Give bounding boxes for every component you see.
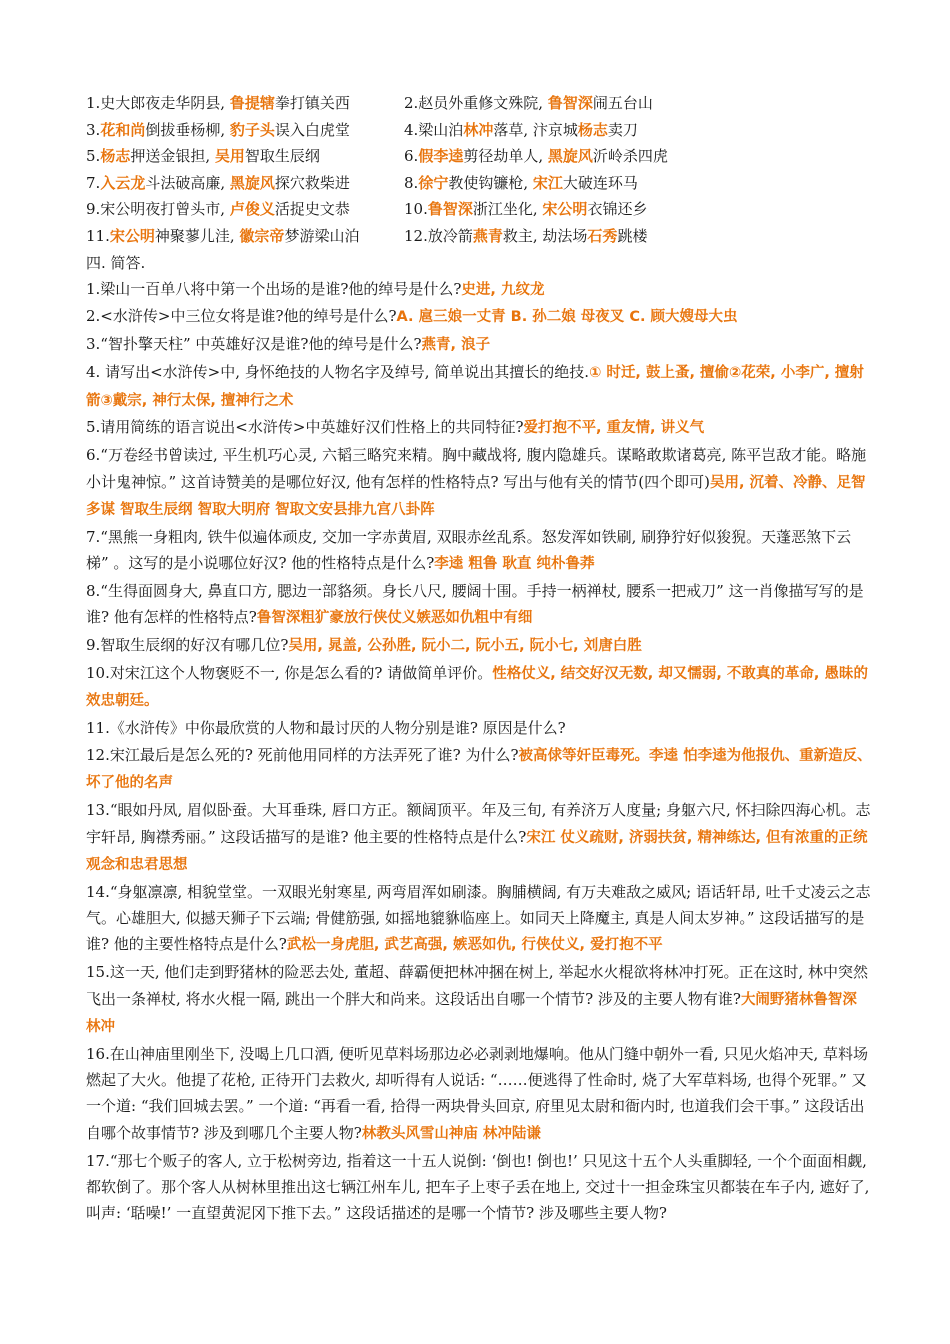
question-text: 14.“身躯凛凛, 相貌堂堂。一双眼光射寒星, 两弯眉浑如刷漆。胸脯横阔, 有万夫难敌之威风; 语话轩昂, 吐千丈凌云之志气。心雄胆大, 似撼天狮子下云端; 骨健筋强, 如摇地貔貅临座上。如同天上降魔主, 真是人间太岁神。” 这段话描写的是谁? 他的主要性格特点是什么? xyxy=(86,882,871,954)
answer-name: 杨志 xyxy=(577,120,608,139)
item-text: 误入白虎堂 xyxy=(274,120,350,139)
answer-name: 入云龙 xyxy=(100,173,146,192)
question-text: 7.“黑熊一身粗肉, 铁牛似遍体顽皮, 交加一字赤黄眉, 双眼赤丝乱系。怒发浑如铁刷, 刷狰狞好似狻猊。天蓬恶煞下云梯” 。这写的是小说哪位好汉? 他的性格特点是什么? xyxy=(86,527,852,573)
item-text: 5. xyxy=(86,147,101,166)
item-text: 教使钩镰枪, xyxy=(448,173,533,192)
item-text: 剪径劫单人, xyxy=(463,147,548,166)
item-text: 落草, 汴京城 xyxy=(493,120,578,139)
matching-item xyxy=(404,223,872,250)
answer-name: 黑旋风 xyxy=(229,173,275,192)
question-text: 4. 请写出<水浒传>中, 身怀绝技的人物名字及绰号, 简单说出其擅长的绝技. xyxy=(86,363,590,382)
question-text: 11.《水浒传》中你最欣赏的人物和最讨厌的人物分别是谁? 原因是什么? xyxy=(86,719,566,738)
question-text: 17.“那七个贩子的客人, 立于松树旁边, 指着这一十五人说倒: ‘倒也! 倒也!’ 只见这十五个人头重脚轻, 一个个面面相觑, 都软倒了。那个客人从树林里推出这七辆江州车儿, 把车子上枣子丢在地上, 交过十一担金珠宝贝都装在车子内, 遮好了, 叫声: ‘聒噪!’ 一直望黄泥冈下推下去。” 这段话描述的是哪一个情节? 涉及哪些主要人物? xyxy=(86,1151,870,1223)
answer-text: 林教头风雪山神庙 林冲陆谦 xyxy=(361,1125,541,1142)
item-text: 救主, 劫法场 xyxy=(502,226,588,245)
answer-name: 吴用 xyxy=(214,147,245,166)
matching-item xyxy=(86,117,404,144)
question-item xyxy=(86,797,872,878)
answer-name: 杨志 xyxy=(100,147,131,166)
matching-item xyxy=(404,90,872,117)
matching-item xyxy=(404,170,872,197)
item-text: 押送金银担, xyxy=(130,147,215,166)
question-text: 2.<水浒传>中三位女将是谁?他的绰号是什么? xyxy=(86,307,397,326)
item-text: 智取生辰纲 xyxy=(244,147,320,166)
item-text: 闹五台山 xyxy=(592,94,653,112)
item-text: 斗法破高廉, xyxy=(145,173,230,192)
question-list xyxy=(86,276,872,1227)
item-text: 6. xyxy=(404,147,419,166)
item-text: 7. xyxy=(86,173,101,192)
answer-name: 假李逵 xyxy=(418,147,464,166)
matching-item xyxy=(404,196,872,223)
item-text: 衣锦还乡 xyxy=(587,200,648,219)
matching-row xyxy=(86,223,872,250)
matching-item xyxy=(86,223,404,250)
item-text: 神聚蓼儿洼, xyxy=(154,226,240,245)
answer-text: 性格仗义, 结交好汉无数, 却又懦弱, 不敢真的革命, 愚昧的效忠朝廷。 xyxy=(86,666,868,710)
matching-item xyxy=(86,196,404,223)
question-item xyxy=(86,524,872,578)
matching-row xyxy=(86,117,872,144)
answer-name: 卢俊义 xyxy=(229,200,275,219)
answer-name: 宋江 xyxy=(532,173,563,192)
item-text: 11. xyxy=(86,226,110,245)
matching-row xyxy=(86,196,872,223)
question-item xyxy=(86,715,872,741)
answer-text: 燕青, 浪子 xyxy=(421,337,491,354)
item-text: 跳楼 xyxy=(617,226,648,245)
item-text: 沂岭杀四虎 xyxy=(592,147,668,166)
matching-list xyxy=(86,90,872,250)
question-text: 5.请用简练的语言说出<水浒传>中英雄好汉们性格上的共同特征? xyxy=(86,418,524,437)
matching-row xyxy=(86,170,872,197)
question-item xyxy=(86,660,872,715)
answer-text: 吴用, 晁盖, 公孙胜, 阮小二, 阮小五, 阮小七, 刘唐白胜 xyxy=(288,638,642,655)
answer-name: 林冲 xyxy=(463,120,494,139)
question-text: 3.“智扑擎天柱” 中英雄好汉是谁?他的绰号是什么? xyxy=(86,335,422,354)
matching-item xyxy=(404,143,872,170)
item-text: 浙江坐化, xyxy=(472,200,543,219)
item-text: 大破连环马 xyxy=(562,173,638,192)
matching-item xyxy=(404,117,872,144)
answer-name: 石秀 xyxy=(587,226,618,245)
item-text: 倒拔垂杨柳, xyxy=(145,120,230,139)
item-text: 4.梁山泊 xyxy=(404,120,464,139)
question-item xyxy=(86,303,872,330)
question-text: 10.对宋江这个人物褒贬不一, 你是怎么看的? 请做简单评价。 xyxy=(86,664,493,683)
item-text: 12.放冷箭 xyxy=(404,226,473,245)
answer-name: 宋公明 xyxy=(109,226,155,245)
question-text: 16.在山神庙里刚坐下, 没喝上几口酒, 便听见草料场那边必必剥剥地爆响。他从门缝中朝外一看, 只见火焰冲天, 草料场燃起了大火。他提了花枪, 正待开门去救火, 却听得有人说话: “……便逃得了性命时, 烧了大军草料场, 也得个死罪。” 又一个道: “我们回城去罢。” 一个道: “再看一看, 拾得一两块骨头回京, 府里见太尉和衙内时, 也道我们会干事。” 这段话出自哪个故事情节? 涉及到哪几个主要人物? xyxy=(86,1044,869,1142)
item-text: 2.赵员外重修文殊院, xyxy=(404,94,548,112)
item-text: 10. xyxy=(404,200,428,219)
question-text: 13.“眼如丹凤, 眉似卧蚕。大耳垂珠, 唇口方正。额阔顶平。年及三旬, 有养济万人度量; 身躯六尺, 怀扫除四海心机。志宇轩昂, 胸襟秀丽。” 这段话描写的是谁? 他主要的性格特点是什么? xyxy=(86,801,871,846)
document-page xyxy=(86,90,872,1227)
answer-text: 宋江 仗义疏财, 济弱扶贫, 精神练达, 但有浓重的正统观念和忠君思想 xyxy=(86,829,868,873)
matching-item xyxy=(86,90,404,117)
answer-name: 鲁智深 xyxy=(427,200,473,219)
matching-item xyxy=(86,143,404,170)
answer-name: 燕青 xyxy=(472,226,503,245)
answer-name: 徐宁 xyxy=(418,173,449,192)
matching-row xyxy=(86,143,872,170)
item-text: 拳打镇关西 xyxy=(274,94,350,112)
answer-text: ① 时迁, 鼓上蚤, 擅偷②花荣, 小李广, 擅射箭③戴宗, 神行太保, 擅神行之术 xyxy=(86,365,864,409)
question-item xyxy=(86,359,872,414)
answer-text: 史进, 九纹龙 xyxy=(461,281,545,298)
question-item xyxy=(86,331,872,358)
question-text: 15.这一天, 他们走到野猪林的险恶去处, 董超、薛霸便把林冲捆在树上, 举起水火棍欲将林冲打死。正在这时, 林中突然飞出一条禅杖, 将水火棍一隔, 跳出一个胖大和尚来。这段话出自哪一个情节? 涉及的主要人物有谁? xyxy=(86,963,869,1008)
answer-text: 鲁智深粗犷豪放行侠仗义嫉恶如仇粗中有细 xyxy=(256,610,533,627)
item-text: 活捉史文恭 xyxy=(274,200,350,219)
item-text: 3. xyxy=(86,120,101,139)
item-text: 8. xyxy=(404,173,419,192)
question-item xyxy=(86,442,872,523)
answer-name: 徽宗帝 xyxy=(239,226,285,245)
answer-text: 武松一身虎胆, 武艺高强, 嫉恶如仇, 行侠仗义, 爱打抱不平 xyxy=(286,937,663,954)
matching-item xyxy=(86,170,404,197)
item-text: 探穴救柴进 xyxy=(274,173,350,192)
question-item xyxy=(86,276,872,303)
question-item xyxy=(86,632,872,659)
question-item xyxy=(86,1041,872,1147)
item-text: 梦游梁山泊 xyxy=(284,226,360,245)
answer-text: 李逵 粗鲁 耿直 纯朴鲁莽 xyxy=(434,556,595,573)
answer-name: 豹子头 xyxy=(229,120,275,139)
answer-text: 吴用, 沉着、冷静、足智多谋 智取生辰纲 智取大明府 智取文安县排九宫八卦阵 xyxy=(86,474,866,518)
answer-text: 爱打抱不平, 重友情, 讲义气 xyxy=(523,420,705,437)
question-item xyxy=(86,742,872,797)
question-text: 8.“生得面圆身大, 鼻直口方, 腮边一部貉须。身长八尺, 腰阔十围。手持一柄禅杖, 腰系一把戒刀” 这一肖像描写写的是谁? 他有怎样的性格特点? xyxy=(86,581,864,627)
question-text: 1.梁山一百单八将中第一个出场的是谁?他的绰号是什么? xyxy=(86,279,462,298)
question-text: 12.宋江最后是怎么死的? 死前他用同样的方法弄死了谁? 为什么? xyxy=(86,746,519,765)
item-text: 卖刀 xyxy=(607,120,638,139)
matching-row xyxy=(86,90,872,117)
answer-name: 宋公明 xyxy=(542,200,588,219)
question-text: 9.智取生辰纲的好汉有哪几位? xyxy=(86,636,289,655)
answer-text: A. 扈三娘一丈青 B. 孙二娘 母夜叉 C. 顾大嫂母大虫 xyxy=(396,309,738,326)
answer-text: 被高俅等奸臣毒死。李逵 怕李逵为他报仇、重新造反、坏了他的名声 xyxy=(86,748,872,792)
question-item xyxy=(86,578,872,632)
question-item xyxy=(86,1148,872,1227)
question-item xyxy=(86,959,872,1040)
answer-name: 花和尚 xyxy=(100,120,146,139)
question-item xyxy=(86,414,872,441)
item-text: 1.史大郎夜走华阴县, xyxy=(86,94,230,112)
question-text: 6.“万卷经书曾读过, 平生机巧心灵, 六韬三略究来精。胸中藏战将, 腹内隐雄兵。谋略敢欺诸葛亮, 陈平岂敌才能。略施小计鬼神惊。” 这首诗赞美的是哪位好汉, 他有怎样的性格特点? 写出与他有关的情节(四个即可) xyxy=(86,446,867,491)
question-item xyxy=(86,879,872,959)
answer-text: 大闹野猪林鲁智深 林冲 xyxy=(86,991,857,1035)
section-heading: 四. 简答. xyxy=(86,253,146,272)
answer-name: 鲁智深 xyxy=(547,94,593,112)
item-text: 9.宋公明夜打曾头市, xyxy=(86,200,230,219)
answer-name: 黑旋风 xyxy=(547,147,593,166)
answer-name: 鲁提辖 xyxy=(229,94,275,112)
